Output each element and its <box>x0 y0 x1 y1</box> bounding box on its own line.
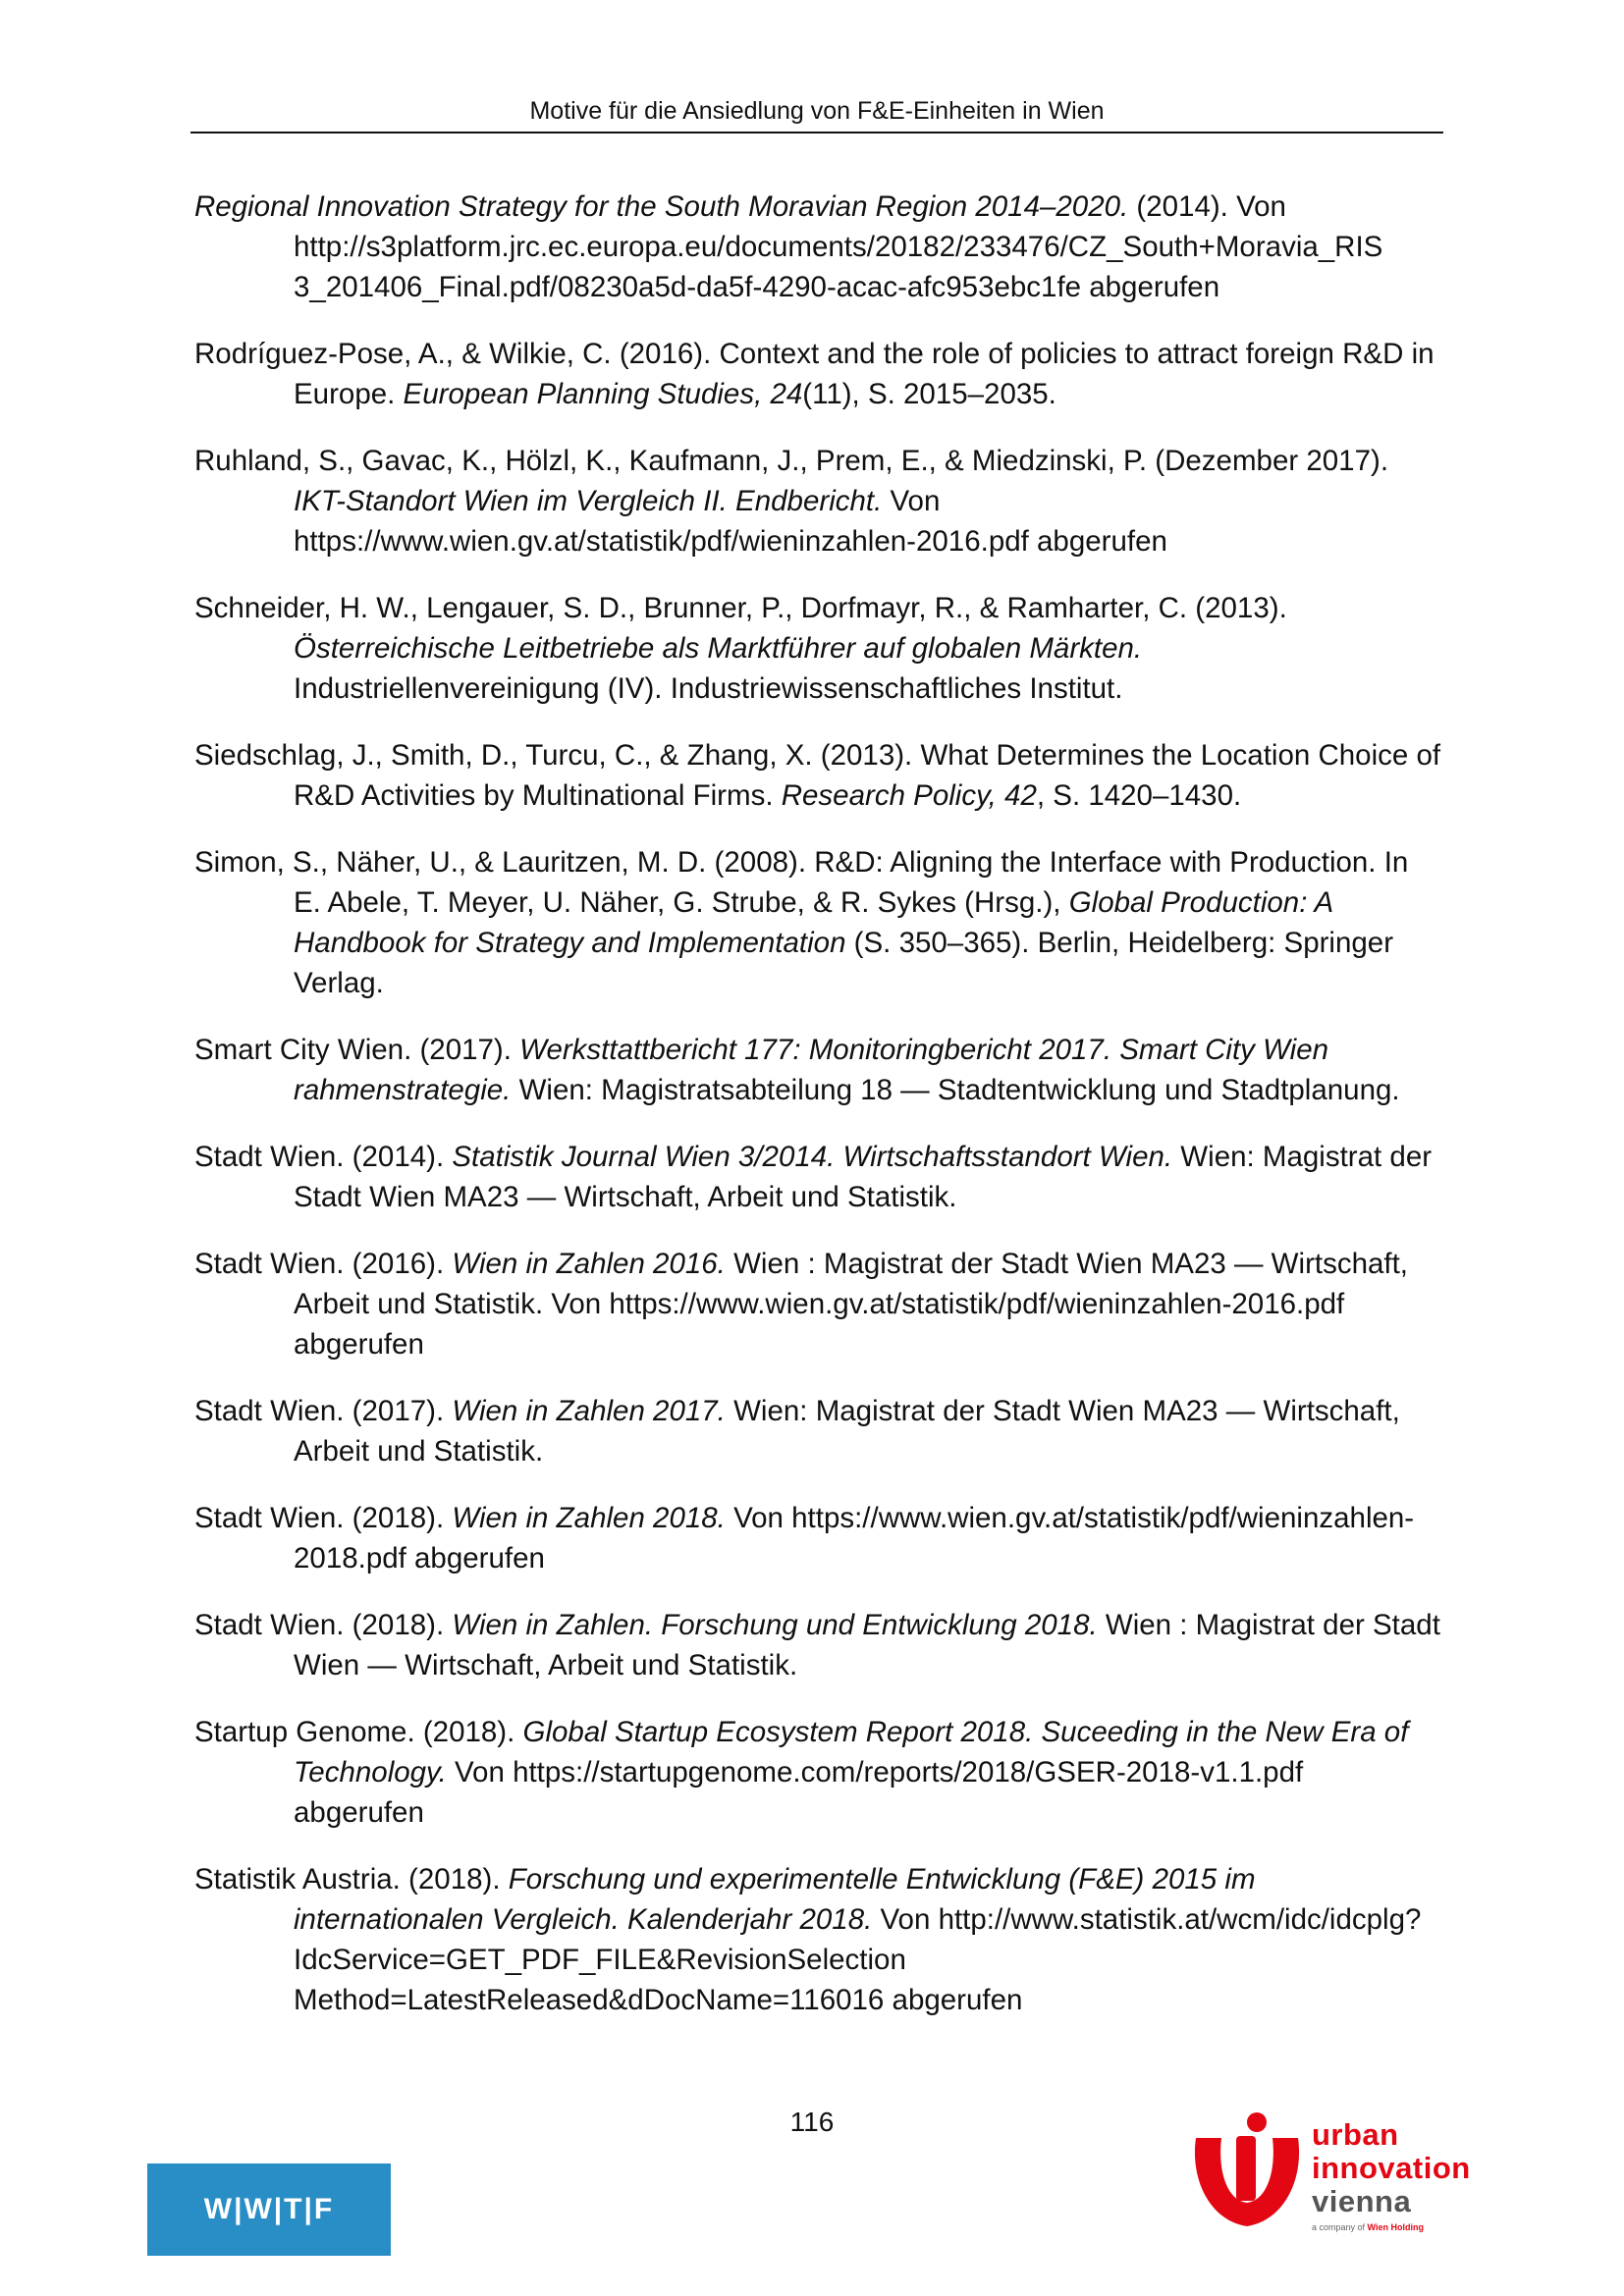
running-header: Motive für die Ansiedlung von F&E-Einheiten in Wien <box>529 97 1105 125</box>
reference-entry: Stadt Wien. (2017). Wien in Zahlen 2017. Wien: Magistrat der Stadt Wien MA23 — Wirtschaft, Arbeit und Statistik. <box>194 1395 1400 1468</box>
reference-entry: Regional Innovation Strategy for the South Moravian Region 2014–2020. (2014). Von http://s3platform.jrc.ec.europa.eu/documents/20182/233476/CZ_South+Moravia_RIS 3_201406_Final.pdf/08230a5d-da5f-4290-acac-afc953ebc1fe abgerufen <box>194 190 1383 303</box>
page-number: 116 <box>789 2107 835 2137</box>
reference-entry: Statistik Austria. (2018). Forschung und experimentelle Entwicklung (F&E) 2015 im internationalen Vergleich. Kalenderjahr 2018. Von http://www.statistik.at/wcm/idc/idcplg?IdcService=GET_PDF_FILE&RevisionSelection Method=LatestReleased&dDocName=116016 abgerufen <box>194 1863 1422 2016</box>
uiv-logo-tagline: a company of Wien Holding <box>1312 2222 1424 2232</box>
reference-entry: Stadt Wien. (2016). Wien in Zahlen 2016. Wien : Magistrat der Stadt Wien MA23 — Wirtschaft, Arbeit und Statistik. Von https://www.wien.gv.at/statistik/pdf/wieninzahlen-2016.pdf abgerufen <box>194 1248 1408 1361</box>
reference-entry: Rodríguez-Pose, A., & Wilkie, C. (2016). Context and the role of policies to attract foreign R&D in Europe. European Planning Studies, 24(11), S. 2015–2035. <box>194 338 1435 410</box>
urban-innovation-vienna-logo <box>1188 2110 1483 2268</box>
uiv-logo-word-innovation: innovation <box>1312 2151 1471 2185</box>
uiv-logo-mark-icon <box>1188 2110 1308 2234</box>
reference-entry: Startup Genome. (2018). Global Startup Ecosystem Report 2018. Suceeding in the New Era of Technology. Von https://startupgenome.com/reports/2018/GSER-2018-v1.1.pdf abgerufen <box>194 1716 1409 1829</box>
wwtf-logo <box>147 2163 391 2256</box>
reference-entry: Simon, S., Näher, U., & Lauritzen, M. D. (2008). R&D: Aligning the Interface with Production. In E. Abele, T. Meyer, U. Näher, G. Strube, & R. Sykes (Hrsg.), Global Production: A Handbook for Strategy and Implementation (S. 350–365). Berlin, Heidelberg: Springer Verlag. <box>194 846 1409 999</box>
reference-entry: Smart City Wien. (2017). Werksttattbericht 177: Monitoringbericht 2017. Smart City Wien rahmenstrategie. Wien: Magistratsabteilung 18 — Stadtentwicklung und Stadtplanung. <box>194 1034 1400 1106</box>
reference-entry: Siedschlag, J., Smith, D., Turcu, C., & Zhang, X. (2013). What Determines the Location Choice of R&D Activities by Multinational Firms. Research Policy, 42, S. 1420–1430. <box>194 739 1441 812</box>
reference-entry: Ruhland, S., Gavac, K., Hölzl, K., Kaufmann, J., Prem, E., & Miedzinski, P. (Dezember 2017). IKT-Standort Wien im Vergleich II. Endbericht. Von https://www.wien.gv.at/statistik/pdf/wieninzahlen-2016.pdf abgerufen <box>194 445 1389 558</box>
reference-list <box>194 187 1441 2047</box>
reference-entry: Stadt Wien. (2014). Statistik Journal Wien 3/2014. Wirtschaftsstandort Wien. Wien: Magistrat der Stadt Wien MA23 — Wirtschaft, Arbeit und Statistik. <box>194 1141 1433 1213</box>
reference-entry: Stadt Wien. (2018). Wien in Zahlen. Forschung und Entwicklung 2018. Wien : Magistrat der Stadt Wien — Wirtschaft, Arbeit und Statistik. <box>194 1609 1440 1682</box>
uiv-logo-word-urban: urban <box>1312 2117 1399 2152</box>
reference-entry: Schneider, H. W., Lengauer, S. D., Brunner, P., Dorfmayr, R., & Ramharter, C. (2013). Österreichische Leitbetriebe als Marktführer auf globalen Märkten. Industriellenvereinigung (IV). Industriewissenschaftliches Institut. <box>194 592 1287 705</box>
reference-entry: Stadt Wien. (2018). Wien in Zahlen 2018. Von https://www.wien.gv.at/statistik/pdf/wieninzahlen-2018.pdf abgerufen <box>194 1502 1415 1575</box>
header-rule <box>190 132 1443 133</box>
wwtf-logo-text: W|W|T|F <box>203 2193 335 2225</box>
uiv-logo-word-vienna: vienna <box>1312 2184 1412 2218</box>
